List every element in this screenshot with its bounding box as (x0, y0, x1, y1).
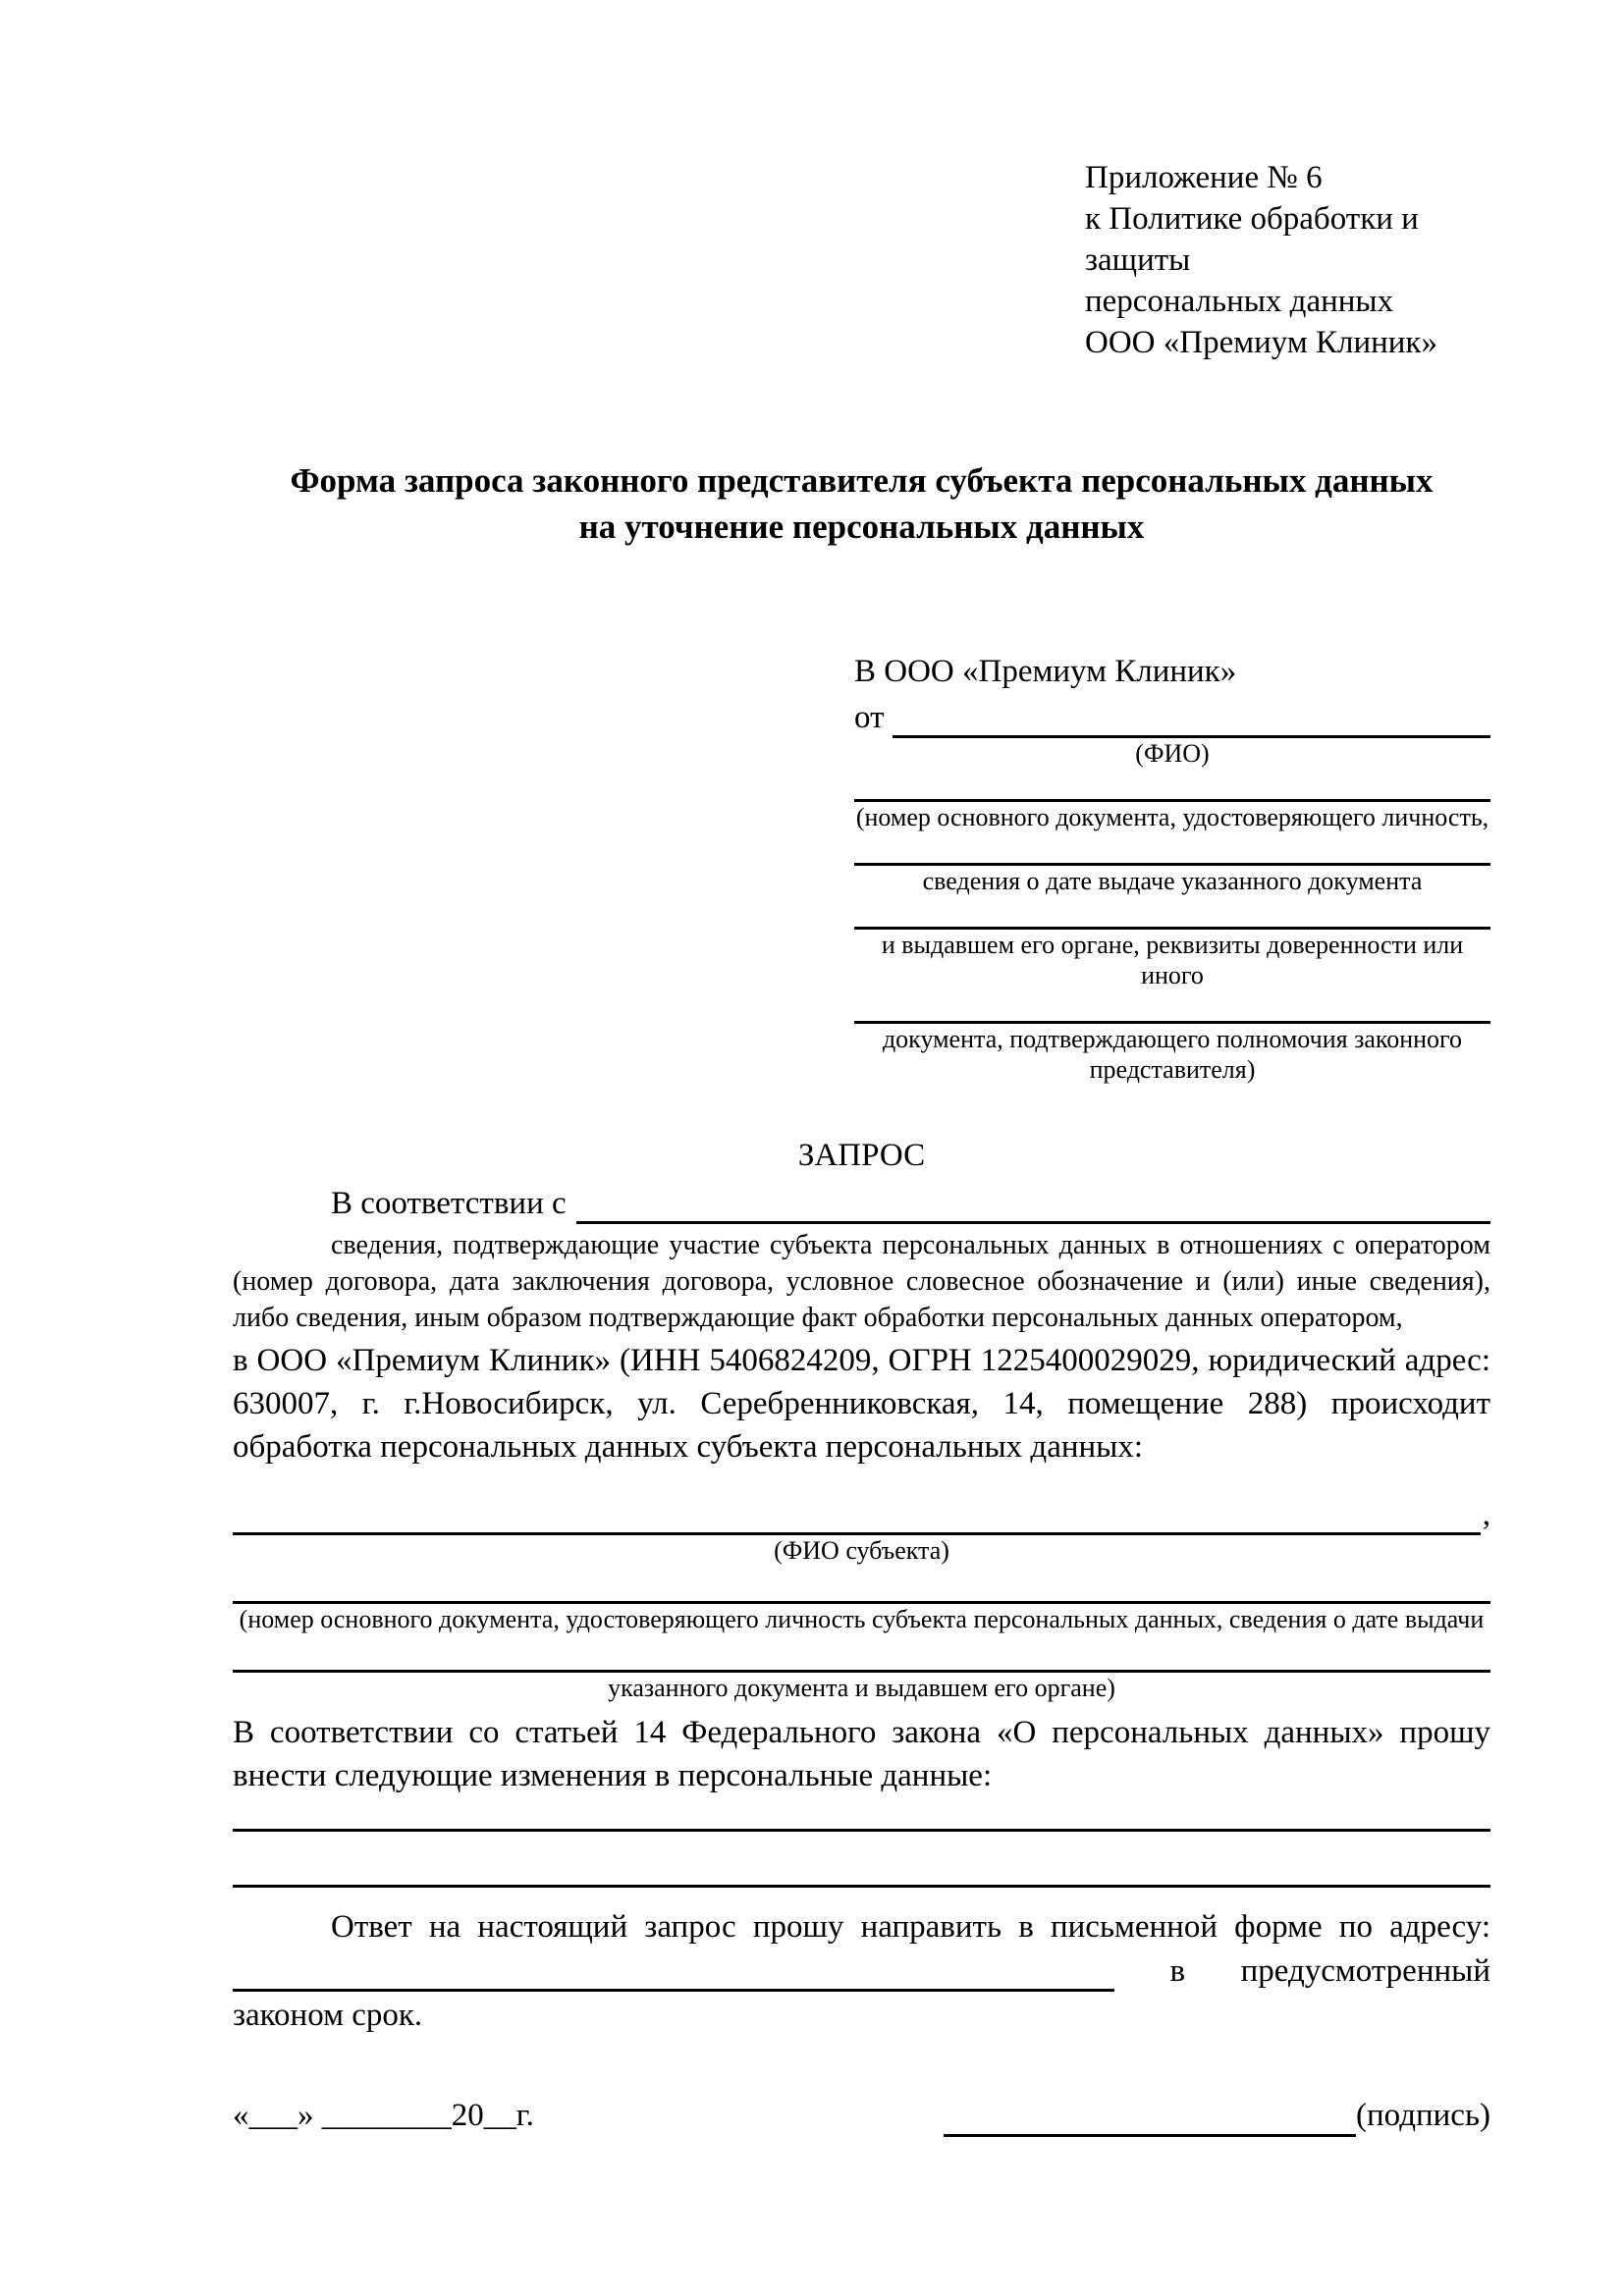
reply-address-row (233, 1949, 1490, 1992)
request-heading: ЗАПРОС (797, 1138, 926, 1173)
signature-cell (944, 2094, 1490, 2137)
reply-paragraph-line: Ответ на настоящий запрос прошу направить в письменной форме по адресу: (331, 1909, 1490, 1945)
addressee-from-row (854, 693, 1490, 738)
basis-fill-line (576, 1188, 1490, 1224)
operator-paragraph: в ООО «Премиум Клиник» (ИНН 5406824209, ОГРН 1225400029029, юридический адрес: 630007, г. г.Новосибирск, ул. Серебренниковская, 14, помещение 288) происходит обработка персональных данных субъекта персональных данных: (233, 1343, 1490, 1465)
address-fill-line (233, 1955, 1114, 1992)
signature-caption: (подпись) (1356, 2098, 1490, 2133)
subject-fio-row (233, 1494, 1490, 1535)
intro-row (233, 1177, 1490, 1224)
signature-fill-line (944, 2101, 1356, 2137)
fio-caption: (ФИО) (1135, 739, 1210, 768)
reply-word-v: в (1169, 1953, 1186, 1989)
appendix-line: персональных данных (1085, 284, 1394, 319)
authority-document-caption: документа, подтверждающего полномочия законного представителя) (882, 1025, 1463, 1084)
appendix-line: Приложение № 6 (1085, 160, 1323, 195)
subject-document-caption: (номер основного документа, удостоверяющего личность субъекта персональных данных, сведения о дате выдачи (239, 1605, 1485, 1633)
document-title-line: на уточнение персональных данных (578, 507, 1145, 546)
intro-label: В соответствии с (331, 1186, 567, 1221)
document-title (233, 457, 1490, 550)
document-number-caption: (номер основного документа, удостоверяющего личность, (855, 803, 1489, 831)
changes-fill-line-2 (233, 1885, 1490, 1888)
addressee-to: В ООО «Премиум Клиник» (854, 654, 1237, 689)
law-paragraph: В соответствии со статьей 14 Федерального закона «О персональных данных» прошу внести следующие изменения в персональные данные: (233, 1715, 1490, 1793)
subject-fio-fill-line (233, 1499, 1481, 1535)
subject-fio-caption: (ФИО субъекта) (774, 1536, 949, 1565)
appendix-block (854, 157, 1490, 363)
reply-paragraph-end: законом срок. (233, 1998, 423, 2033)
appendix-line: к Политике обработки и защиты (1085, 201, 1419, 278)
from-label: от (854, 700, 885, 735)
reply-word-tail: предусмотренный (1240, 1953, 1490, 1989)
fio-fill-line (893, 702, 1491, 738)
document-title-line: Форма запроса законного представителя субъекта персональных данных (290, 461, 1434, 500)
issue-date-caption: сведения о дате выдаче указанного документа (922, 867, 1423, 895)
issuing-authority-caption: и выдавшем его органе, реквизиты доверенности или иного (881, 931, 1464, 989)
basis-footnote: сведения, подтверждающие участие субъекта персональных данных в отношениях с оператором (номер договора, дата заключения договора, условное словесное обозначение и (или) иные сведения), либо сведения, иным образом подтверждающие факт обработки персональных данных оператором, (233, 1230, 1490, 1333)
subject-fio-comma: , (1482, 1497, 1490, 1532)
subject-document-caption-2: указанного документа и выдавшем его органе) (608, 1674, 1115, 1702)
footer-row (233, 2094, 1490, 2137)
addressee-block (854, 650, 1490, 1085)
date-fill-blank: «___» ________20__г. (233, 2098, 534, 2133)
appendix-line: ООО «Премиум Клиник» (1085, 325, 1437, 360)
changes-fill-line-1 (233, 1829, 1490, 1832)
